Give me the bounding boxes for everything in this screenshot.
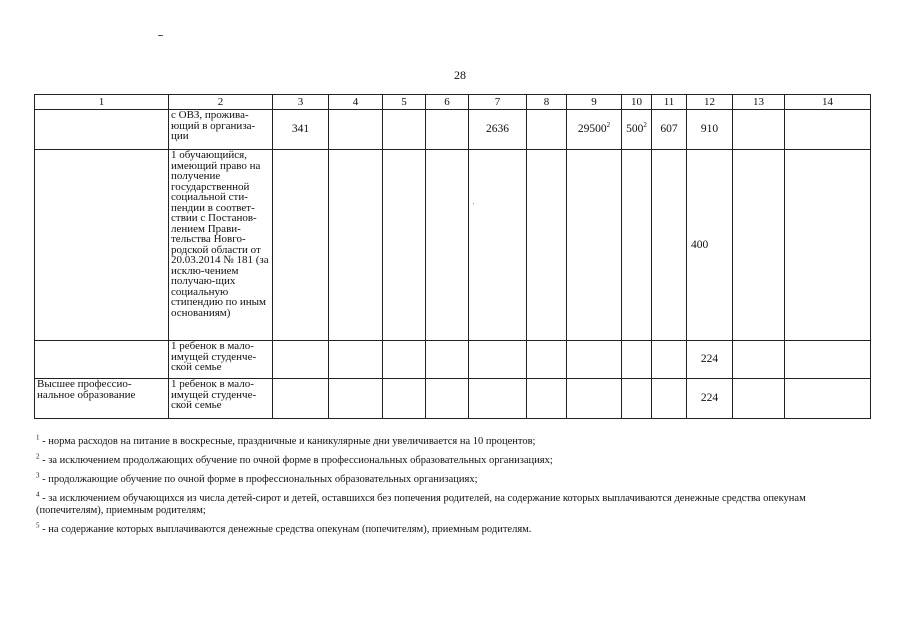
empty-cell (567, 150, 622, 341)
value-cell-col12: 224 (687, 379, 733, 419)
footnote-mark: 2 (643, 121, 647, 130)
empty-cell (652, 150, 687, 341)
footnote-mark: 5 (36, 521, 40, 530)
empty-cell (383, 150, 426, 341)
footnote-text: - на содержание которых выплачиваются денежные средства опекунам (попечителям), приемным родителям. (39, 524, 532, 535)
table-header-row (35, 95, 871, 110)
footnote-mark: 2 (606, 121, 611, 130)
empty-cell (652, 341, 687, 379)
value-cell-col10 (622, 110, 652, 150)
scan-mark (158, 35, 163, 36)
empty-cell (469, 379, 527, 419)
column-header: 11 (652, 95, 687, 110)
empty-cell (622, 150, 652, 341)
value-cell-col12: 910 (687, 110, 733, 150)
footnote-mark: 2 (36, 452, 40, 461)
empty-cell (426, 341, 469, 379)
empty-cell (785, 379, 871, 419)
empty-cell (329, 379, 383, 419)
empty-cell (426, 150, 469, 341)
empty-cell (383, 379, 426, 419)
empty-cell (785, 341, 871, 379)
empty-cell (622, 379, 652, 419)
footnote (36, 521, 856, 536)
column-header: 1 (35, 95, 169, 110)
category-cell (35, 341, 169, 379)
empty-cell (383, 341, 426, 379)
empty-cell (733, 341, 785, 379)
empty-cell (527, 379, 567, 419)
table-row (35, 341, 871, 379)
footnotes (36, 433, 856, 543)
column-header: 6 (426, 95, 469, 110)
empty-cell (329, 110, 383, 150)
empty-cell (567, 379, 622, 419)
column-header: 10 (622, 95, 652, 110)
empty-cell (329, 341, 383, 379)
empty-cell (426, 110, 469, 150)
column-header: 9 (567, 95, 622, 110)
column-header: 3 (273, 95, 329, 110)
empty-cell (652, 379, 687, 419)
value-cell-col12: 224 (687, 341, 733, 379)
table-row (35, 110, 871, 150)
table-row (35, 150, 871, 341)
category-cell: Высшее профессио-нальное образование (35, 379, 169, 419)
empty-cell (567, 341, 622, 379)
footnote (36, 452, 856, 467)
category-cell (35, 110, 169, 150)
footnote-mark: 4 (36, 490, 40, 499)
empty-cell (273, 379, 329, 419)
column-header: 12 (687, 95, 733, 110)
expense-norms-table (34, 94, 871, 419)
footnote (36, 471, 856, 486)
footnote-text: - норма расходов на питание в воскресные, праздничные и каникулярные дни увеличивается на 10 процентов; (39, 436, 536, 447)
recipient-cell: 1 ребенок в мало-имущей студенче-ской семье (169, 379, 273, 419)
footnote (36, 433, 856, 448)
column-header: 8 (527, 95, 567, 110)
empty-cell (622, 341, 652, 379)
empty-cell (273, 150, 329, 341)
value-cell-col9 (567, 110, 622, 150)
recipient-cell: с ОВЗ, прожива-ющий в организа-ции (169, 110, 273, 150)
empty-cell (785, 110, 871, 150)
footnote-mark: 1 (36, 433, 40, 442)
footnote (36, 490, 856, 517)
footnote-mark: 3 (36, 471, 40, 480)
empty-cell (273, 341, 329, 379)
empty-cell (469, 150, 527, 341)
empty-cell (469, 341, 527, 379)
footnote-text: - за исключением обучающихся из числа детей-сирот и детей, оставшихся без попечения родителей, на содержание которых выплачиваются денежные средства опекунам (попечителям), приемным родителям; (36, 493, 806, 516)
empty-cell (527, 110, 567, 150)
column-header: 14 (785, 95, 871, 110)
empty-cell (785, 150, 871, 341)
empty-cell (733, 110, 785, 150)
value-cell-col12: 400 (687, 150, 733, 341)
cell-value: 29500 (577, 123, 607, 136)
footnote-text: - за исключением продолжающих обучение по очной форме в профессиональных образовательных организациях; (39, 455, 553, 466)
recipient-cell: 1 обучающийся, имеющий право на получение государственной социальной сти-пендии в соответ-ствии с Постанов-лением Прави-тельства Новго-родской области от 20.03.2014 № 181 (за исклю-чением получаю-щих социальную стипендию по иным основаниям) (169, 150, 273, 341)
empty-cell (383, 110, 426, 150)
value-cell-col3: 341 (273, 110, 329, 150)
recipient-cell: 1 ребенок в мало-имущей студенче-ской семье (169, 341, 273, 379)
empty-cell (329, 150, 383, 341)
cell-value: 500 (626, 123, 644, 136)
value-cell-col11: 607 (652, 110, 687, 150)
table-row (35, 379, 871, 419)
column-header: 4 (329, 95, 383, 110)
empty-cell (527, 341, 567, 379)
empty-cell (733, 150, 785, 341)
empty-cell (527, 150, 567, 341)
column-header: 5 (383, 95, 426, 110)
footnote-text: - продолжающие обучение по очной форме в профессиональных образовательных организациях; (39, 474, 478, 485)
empty-cell (733, 379, 785, 419)
column-header: 7 (469, 95, 527, 110)
value-cell-col7: 2636 (469, 110, 527, 150)
page-number: 28 (454, 68, 466, 82)
empty-cell (426, 379, 469, 419)
column-header: 2 (169, 95, 273, 110)
column-header: 13 (733, 95, 785, 110)
category-cell (35, 150, 169, 341)
